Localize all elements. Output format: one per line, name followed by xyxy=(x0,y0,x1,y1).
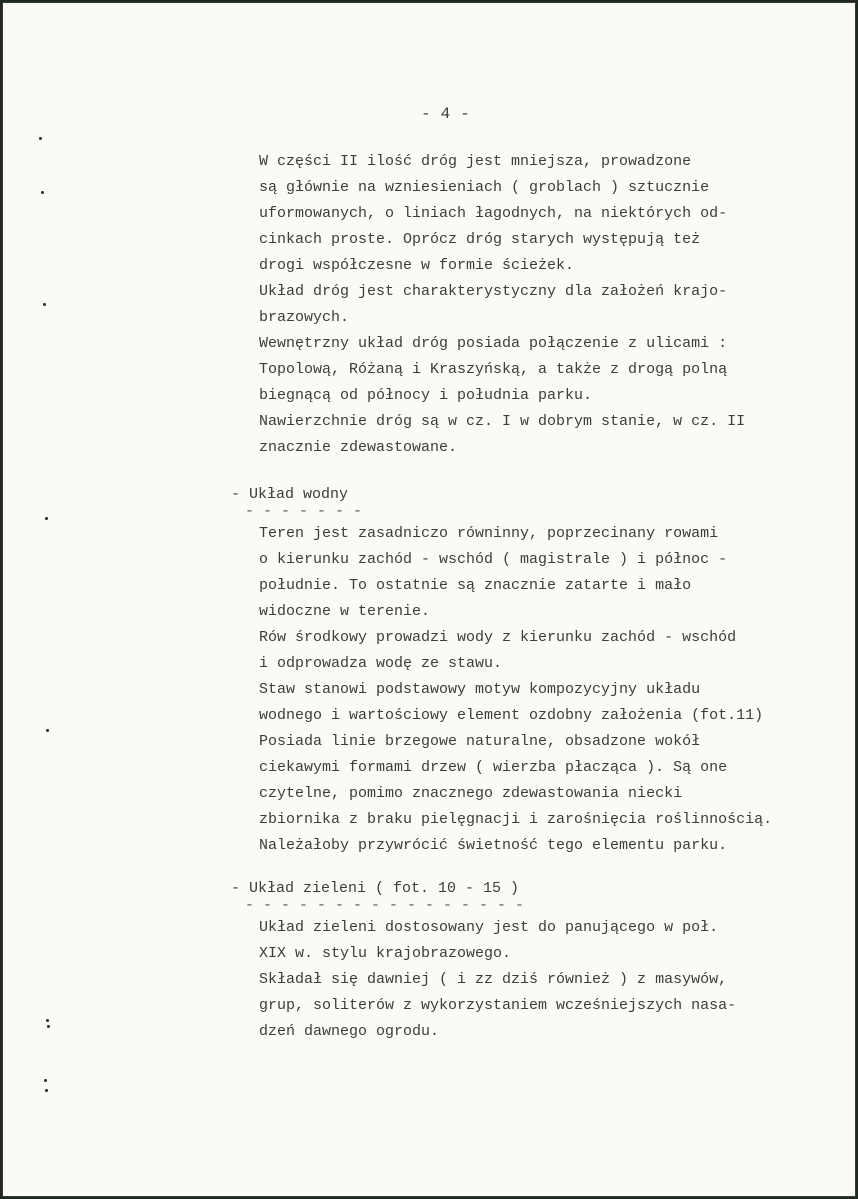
text-line: Posiada linie brzegowe naturalne, obsadzone wokół xyxy=(259,733,701,750)
text-line: cinkach proste. Oprócz dróg starych występują też xyxy=(259,231,701,248)
text-line: Staw stanowi podstawowy motyw kompozycyjny układu xyxy=(259,681,701,698)
text-line: Wewnętrzny układ dróg posiada połączenie z ulicami : xyxy=(259,335,728,352)
text-line: ciekawymi formami drzew ( wierzba płacząca ). Są one xyxy=(259,759,728,776)
text-line: widoczne w terenie. xyxy=(259,603,431,620)
dashed-underline: - - - - - - - xyxy=(245,503,363,520)
margin-speck xyxy=(39,137,42,140)
green-section-heading xyxy=(231,877,525,914)
text-line: W części II ilość dróg jest mniejsza, prowadzone xyxy=(259,153,692,170)
text-line: Układ dróg jest charakterystyczny dla założeń krajo- xyxy=(259,283,728,300)
text-line: Należałoby przywrócić świetność tego elementu parku. xyxy=(259,837,728,854)
margin-speck xyxy=(43,303,46,306)
text-line: Topolową, Różaną i Kraszyńską, a także z drogą polną xyxy=(259,361,728,378)
green-paragraph xyxy=(259,915,839,1045)
text-line: Rów środkowy prowadzi wody z kierunku zachód - wschód xyxy=(259,629,737,646)
margin-speck xyxy=(45,1089,48,1092)
text-line: biegnącą od północy i południa parku. xyxy=(259,387,593,404)
document-page xyxy=(2,2,856,1197)
margin-speck xyxy=(45,517,48,520)
water-section-heading xyxy=(231,483,363,520)
dashed-underline: - - - - - - - - - - - - - - - - xyxy=(245,897,525,914)
margin-speck xyxy=(46,729,49,732)
text-line: Składał się dawniej ( i zz dziś również ) z masywów, xyxy=(259,971,728,988)
section-title: - Układ zieleni ( fot. 10 - 15 ) xyxy=(231,880,520,897)
text-line: o kierunku zachód - wschód ( magistrale ) i północ - xyxy=(259,551,728,568)
text-line: dzeń dawnego ogrodu. xyxy=(259,1023,440,1040)
text-line: są głównie na wzniesieniach ( groblach ) sztucznie xyxy=(259,179,710,196)
text-line: brazowych. xyxy=(259,309,350,326)
text-line: drogi współczesne w formie ścieżek. xyxy=(259,257,575,274)
margin-speck xyxy=(44,1079,47,1082)
text-line: południe. To ostatnie są znacznie zatarte i mało xyxy=(259,577,692,594)
text-line: grup, soliterów z wykorzystaniem wcześniejszych nasa- xyxy=(259,997,737,1014)
section-title: - Układ wodny xyxy=(231,486,349,503)
text-line: Nawierzchnie dróg są w cz. I w dobrym stanie, w cz. II xyxy=(259,413,746,430)
margin-speck xyxy=(47,1025,50,1028)
roads-paragraph xyxy=(259,149,839,461)
text-line: XIX w. stylu krajobrazowego. xyxy=(259,945,512,962)
text-line: i odprowadza wodę ze stawu. xyxy=(259,655,503,672)
text-line: zbiornika z braku pielęgnacji i zarośnięcia roślinnością. xyxy=(259,811,773,828)
text-line: Układ zieleni dostosowany jest do panującego w poł. xyxy=(259,919,719,936)
water-paragraph xyxy=(259,521,839,859)
text-line: wodnego i wartościowy element ozdobny założenia (fot.11) xyxy=(259,707,764,724)
text-line: czytelne, pomimo znacznego zdewastowania niecki xyxy=(259,785,683,802)
text-line: Teren jest zasadniczo równinny, poprzecinany rowami xyxy=(259,525,719,542)
margin-speck xyxy=(41,191,44,194)
page-number: - 4 - xyxy=(421,105,471,123)
text-line: uformowanych, o liniach łagodnych, na niektórych od- xyxy=(259,205,728,222)
margin-speck xyxy=(46,1019,49,1022)
text-line: znacznie zdewastowane. xyxy=(259,439,458,456)
